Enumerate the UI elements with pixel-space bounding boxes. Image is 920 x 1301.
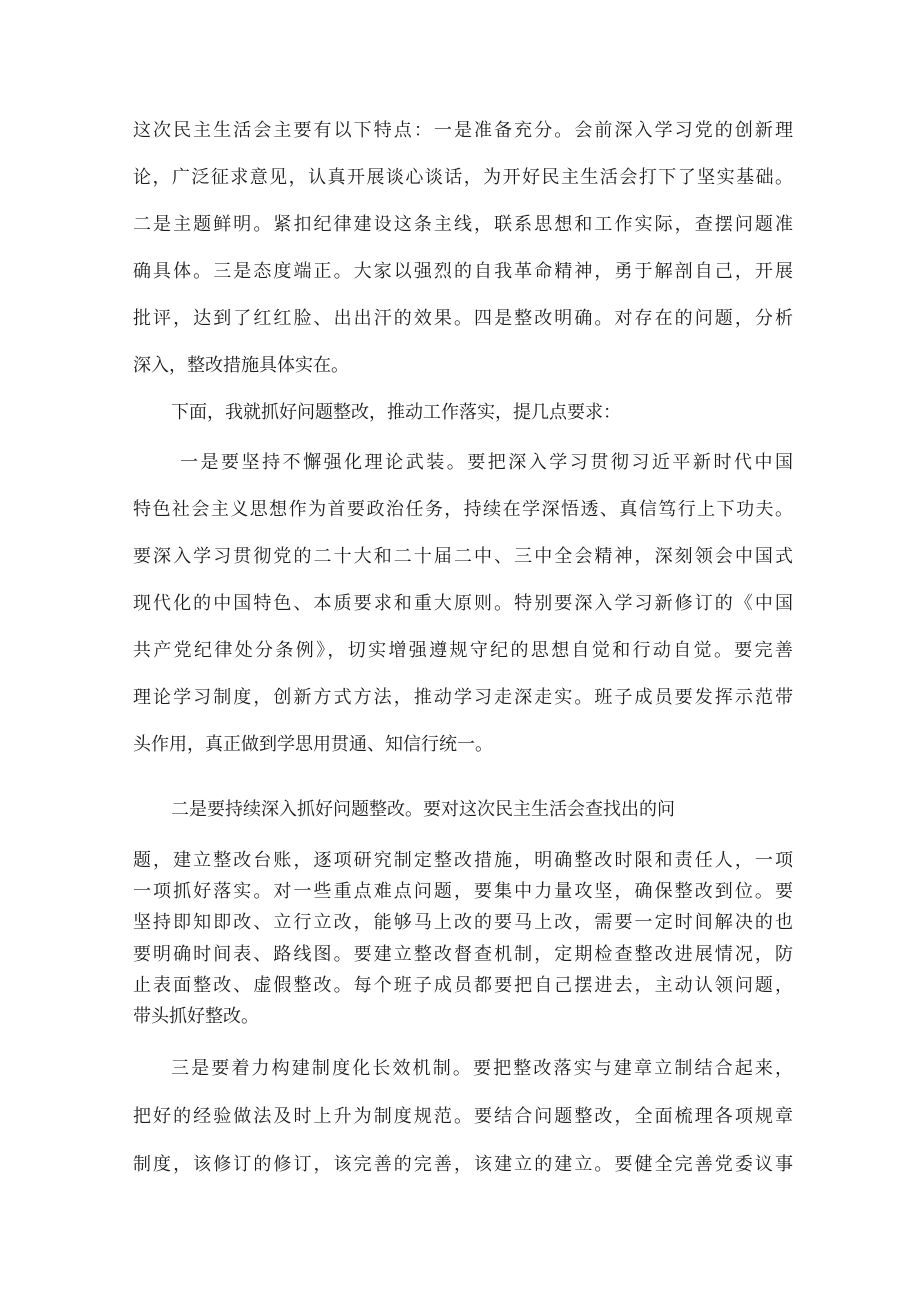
paragraph-line: 理论学习制度，创新方式方法，推动学习走深走实。班子成员要发挥示范带 xyxy=(133,687,793,708)
paragraph-line: 制度，该修订的修订，该完善的完善，该建立的建立。要健全完善党委议事 xyxy=(133,1154,793,1175)
paragraph-line: 下面，我就抓好问题整改，推动工作落实，提几点要求： xyxy=(171,402,621,423)
paragraph-line: 一项抓好落实。对一些重点难点问题，要集中力量攻坚，确保整改到位。要 xyxy=(133,881,793,902)
paragraph-line: 深入，整改措施具体实在。 xyxy=(133,355,349,376)
paragraph-line: 把好的经验做法及时上升为制度规范。要结合问题整改，全面梳理各项规章 xyxy=(133,1106,793,1127)
paragraph-line: 坚持即知即改、立行立改，能够马上改的要马上改，需要一定时间解决的也 xyxy=(133,912,793,933)
paragraph-line: 批评，达到了红红脸、出出汗的效果。四是整改明确。对存在的问题，分析 xyxy=(133,308,793,329)
paragraph-line: 三是要着力构建制度化长效机制。要把整改落实与建章立制结合起来， xyxy=(171,1058,793,1079)
paragraph-line: 共产党纪律处分条例》，切实增强遵规守纪的思想自觉和行动自觉。要完善 xyxy=(133,640,793,661)
paragraph-line: 论，广泛征求意见，认真开展谈心谈话，为开好民主生活会打下了坚实基础。 xyxy=(133,167,793,188)
paragraph-line: 要深入学习贯彻党的二十大和二十届二中、三中全会精神，深刻领会中国式 xyxy=(133,546,793,567)
paragraph-line: 带头抓好整改。 xyxy=(133,1006,259,1027)
paragraph-line: 现代化的中国特色、本质要求和重大原则。特别要深入学习新修订的《中国 xyxy=(133,593,793,614)
paragraph-line: 确具体。三是态度端正。大家以强烈的自我革命精神，勇于解剖自己，开展 xyxy=(133,261,793,282)
paragraph-line: 二是主题鲜明。紧扣纪律建设这条主线，联系思想和工作实际，查摆问题准 xyxy=(133,214,793,235)
paragraph-line: 止表面整改、虚假整改。每个班子成员都要把自己摆进去，主动认领问题， xyxy=(133,975,793,996)
paragraph-line: 要明确时间表、路线图。要建立整改督查机制，定期检查整改进展情况，防 xyxy=(133,944,793,965)
paragraph-line: 这次民主生活会主要有以下特点：一是准备充分。会前深入学习党的创新理 xyxy=(133,120,793,141)
paragraph-line: 特色社会主义思想作为首要政治任务，持续在学深悟透、真信笃行上下功夫。 xyxy=(133,499,793,520)
paragraph-line: 二是要持续深入抓好问题整改。要对这次民主生活会查找出的问 xyxy=(171,799,675,820)
paragraph-line: 一是要坚持不懈强化理论武装。要把深入学习贯彻习近平新时代中国 xyxy=(180,452,793,473)
paragraph-line: 头作用，真正做到学思用贯通、知信行统一。 xyxy=(133,734,493,755)
paragraph-line: 题，建立整改台账，逐项研究制定整改措施，明确整改时限和责任人，一项 xyxy=(133,850,793,871)
